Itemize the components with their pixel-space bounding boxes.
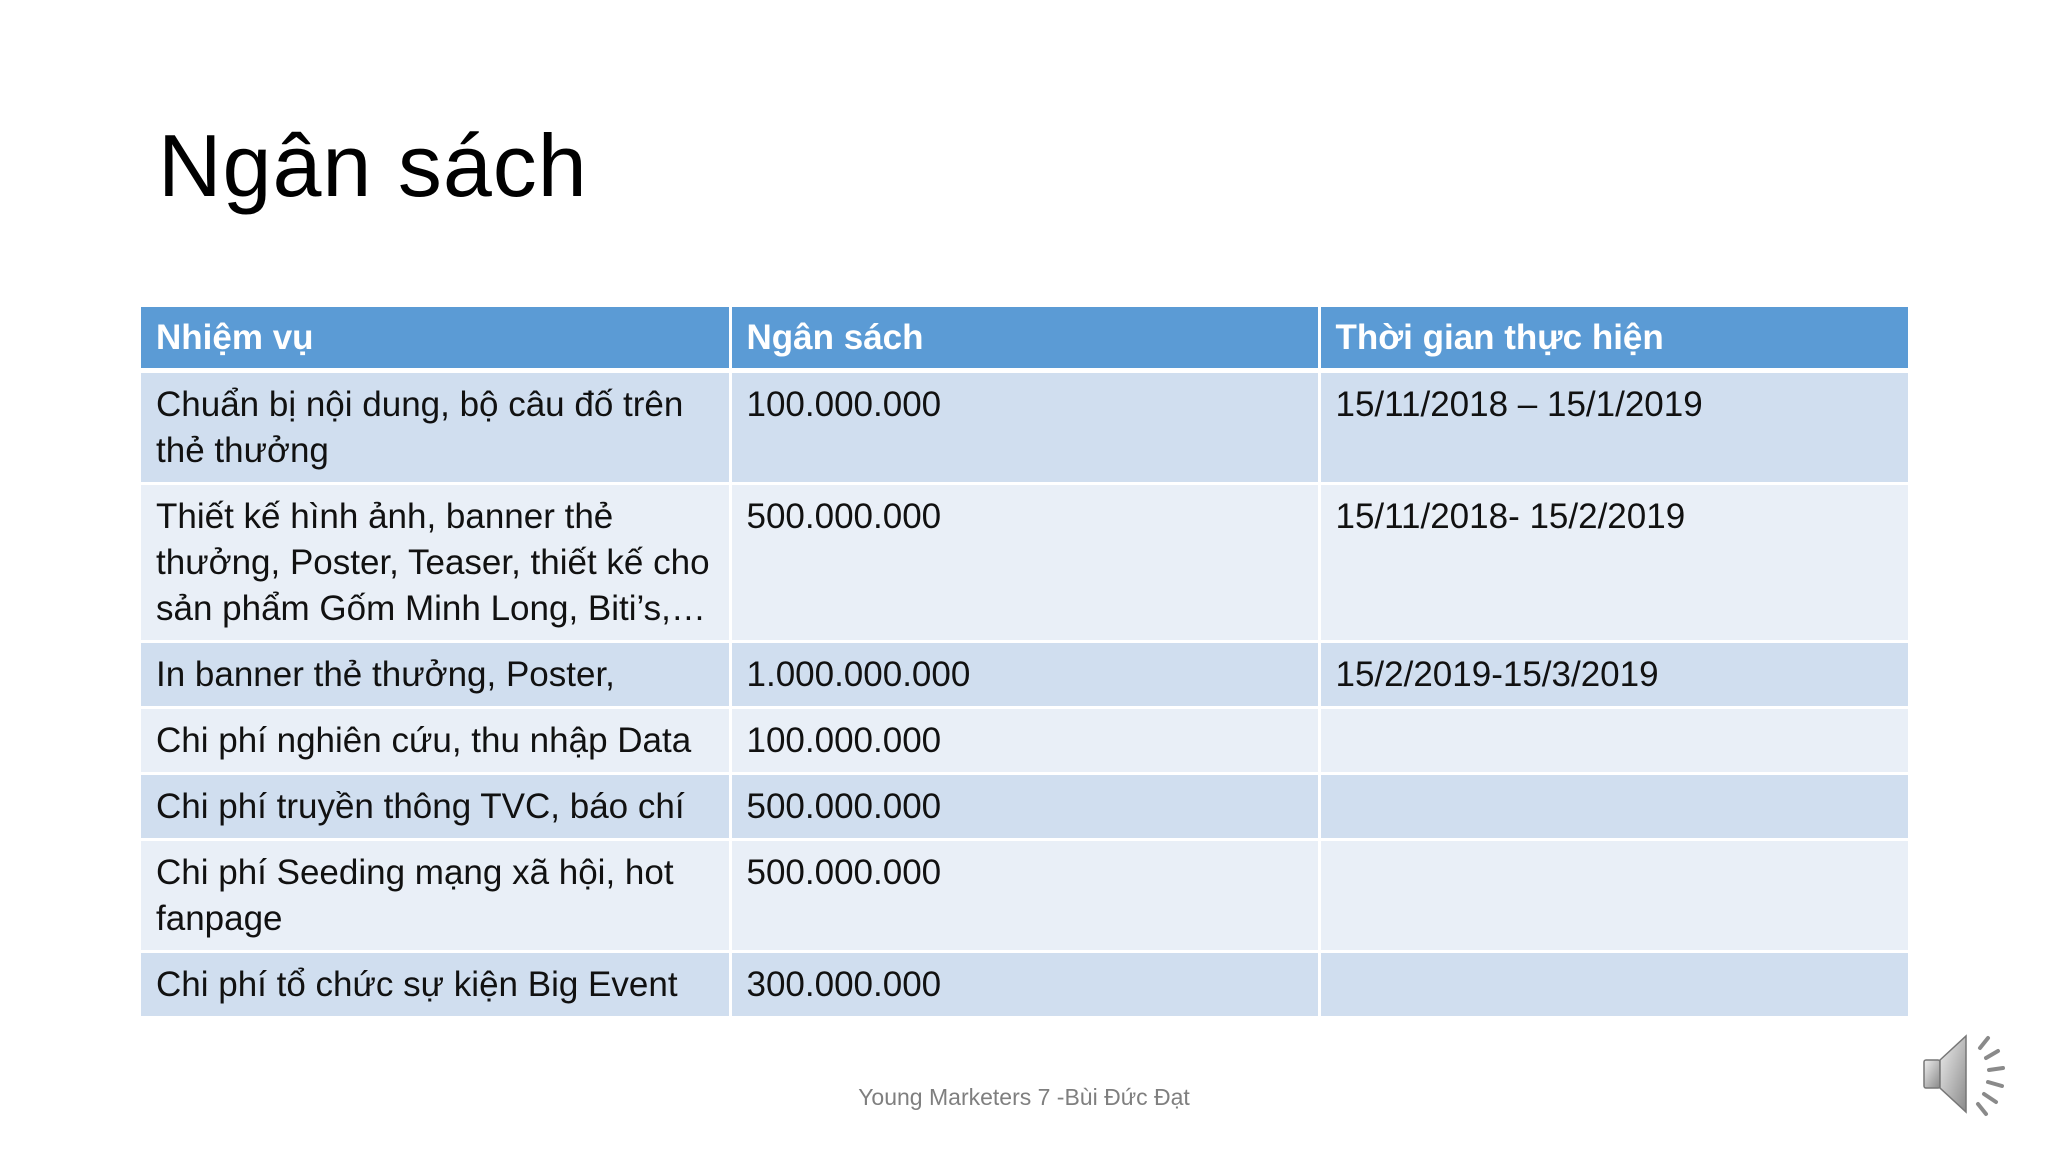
table-row (141, 484, 1908, 642)
cell-budget: 100.000.000 (730, 371, 1319, 484)
cell-budget: 500.000.000 (730, 774, 1319, 840)
table-row (141, 708, 1908, 774)
cell-budget: 500.000.000 (730, 840, 1319, 952)
table-row (141, 371, 1908, 484)
cell-task: Thiết kế hình ảnh, banner thẻ thưởng, Poster, Teaser, thiết kế cho sản phẩm Gốm Minh Long, Biti’s,… (141, 484, 730, 642)
speaker-icon-graphic (1918, 1024, 2018, 1124)
table-row (141, 952, 1908, 1017)
cell-time (1319, 774, 1908, 840)
table-row (141, 642, 1908, 708)
cell-task: Chi phí Seeding mạng xã hội, hot fanpage (141, 840, 730, 952)
table-row (141, 840, 1908, 952)
cell-time: 15/11/2018- 15/2/2019 (1319, 484, 1908, 642)
cell-task: Chi phí tổ chức sự kiện Big Event (141, 952, 730, 1017)
budget-table (141, 307, 1908, 1016)
header-budget: Ngân sách (730, 307, 1319, 371)
cell-time (1319, 840, 1908, 952)
cell-budget: 100.000.000 (730, 708, 1319, 774)
speaker-icon[interactable] (1918, 1024, 2018, 1124)
cell-task: In banner thẻ thưởng, Poster, (141, 642, 730, 708)
cell-time (1319, 952, 1908, 1017)
slide-title: Ngân sách (158, 116, 588, 215)
cell-budget: 300.000.000 (730, 952, 1319, 1017)
cell-task: Chi phí truyền thông TVC, báo chí (141, 774, 730, 840)
cell-time (1319, 708, 1908, 774)
cell-budget: 500.000.000 (730, 484, 1319, 642)
table-row (141, 774, 1908, 840)
cell-budget: 1.000.000.000 (730, 642, 1319, 708)
header-time: Thời gian thực hiện (1319, 307, 1908, 371)
cell-time: 15/2/2019-15/3/2019 (1319, 642, 1908, 708)
cell-time: 15/11/2018 – 15/1/2019 (1319, 371, 1908, 484)
cell-task: Chuẩn bị nội dung, bộ câu đố trên thẻ thưởng (141, 371, 730, 484)
slide-footer: Young Marketers 7 -Bùi Đức Đạt (858, 1084, 1190, 1110)
header-task: Nhiệm vụ (141, 307, 730, 371)
cell-task: Chi phí nghiên cứu, thu nhập Data (141, 708, 730, 774)
table-header-row (141, 307, 1908, 371)
